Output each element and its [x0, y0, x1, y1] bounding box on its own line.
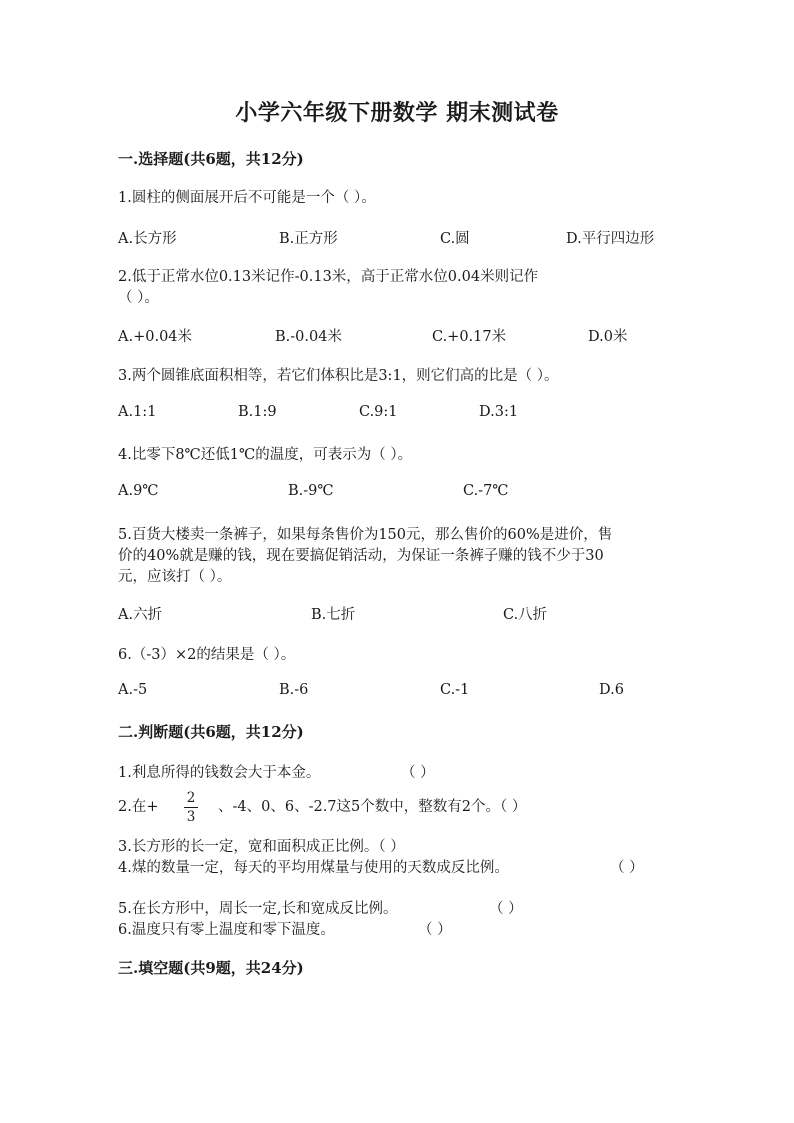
judge-1-paren: （ ） [401, 765, 435, 781]
judge-3: 3.长方形的长一定，宽和面积成正比例。（ ） [118, 839, 405, 855]
option-3d: D.3:1 [479, 404, 519, 420]
question-3: 3.两个圆锥底面积相等，若它们体积比是3:1，则它们高的比是（ ）。 [118, 368, 559, 384]
judge-2-prefix: 2.在+ [118, 799, 159, 815]
option-5a: A.六折 [118, 607, 163, 623]
option-3a: A.1:1 [118, 404, 157, 420]
question-2-line1: 2.低于正常水位0.13米记作-0.13米，高于正常水位0.04米则记作 [118, 269, 539, 285]
option-3c: C.9:1 [359, 404, 398, 420]
question-5-line2: 价的40%就是赚的钱，现在要搞促销活动，为保证一条裤子赚的钱不少于30 [118, 548, 604, 564]
option-4c: C.-7℃ [463, 483, 509, 499]
question-5-line1: 5.百货大楼卖一条裤子，如果每条售价为150元，那么售价的60%是进价，售 [118, 527, 613, 543]
option-6d: D.6 [599, 682, 624, 698]
option-4b: B.-9℃ [288, 483, 334, 499]
option-3b: B.1:9 [238, 404, 277, 420]
judge-2-text: 、-4、0、6、-2.7这5个数中，整数有2个。（ ） [218, 799, 527, 815]
page-title: 小学六年级下册数学 期末测试卷 [235, 100, 559, 126]
option-2b: B.-0.04米 [275, 329, 342, 345]
fraction-two-thirds [184, 790, 198, 825]
option-2c: C.+0.17米 [432, 329, 507, 345]
option-6a: A.-5 [118, 682, 148, 698]
fraction-bar [184, 807, 198, 808]
option-1b: B.正方形 [279, 231, 338, 247]
option-4a: A.9℃ [118, 483, 159, 499]
option-5c: C.八折 [503, 607, 548, 623]
option-6b: B.-6 [279, 682, 309, 698]
question-2-line2: （ ）。 [118, 290, 159, 306]
option-2d: D.0米 [588, 329, 628, 345]
option-1d: D.平行四边形 [566, 231, 655, 247]
judge-1: 1.利息所得的钱数会大于本金。 [118, 765, 321, 781]
question-4: 4.比零下8℃还低1℃的温度，可表示为（ ）。 [118, 447, 413, 463]
question-5-line3: 元，应该打（ ）。 [118, 569, 232, 585]
question-1: 1.圆柱的侧面展开后不可能是一个（ ）。 [118, 190, 376, 206]
section-heading-judge: 二.判断题(共6题，共12分) [118, 723, 304, 741]
option-6c: C.-1 [440, 682, 470, 698]
option-2a: A.+0.04米 [118, 329, 193, 345]
option-1c: C.圆 [440, 231, 470, 247]
option-1a: A.长方形 [118, 231, 177, 247]
judge-6: 6.温度只有零上温度和零下温度。 [118, 922, 335, 938]
fraction-denominator: 3 [186, 809, 196, 825]
judge-6-paren: （ ） [418, 922, 452, 938]
section-heading-choice: 一.选择题(共6题，共12分) [118, 150, 304, 168]
judge-4-paren: （ ） [610, 860, 644, 876]
question-6: 6.（-3）×2的结果是（ ）。 [118, 647, 296, 663]
fraction-numerator: 2 [186, 790, 196, 806]
option-5b: B.七折 [311, 607, 356, 623]
section-heading-fill: 三.填空题(共9题，共24分) [118, 959, 304, 977]
judge-4: 4.煤的数量一定，每天的平均用煤量与使用的天数成反比例。 [118, 860, 509, 876]
judge-5-paren: （ ） [489, 901, 523, 917]
judge-5: 5.在长方形中，周长一定,长和宽成反比例。 [118, 901, 398, 917]
